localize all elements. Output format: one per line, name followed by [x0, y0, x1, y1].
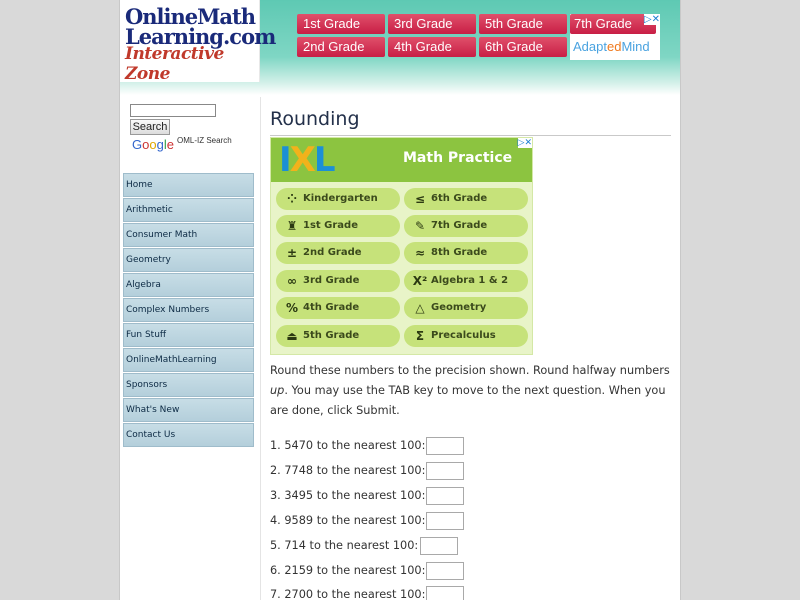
instructions-emphasis: up — [270, 384, 285, 397]
instructions-text — [270, 361, 675, 421]
infinity-icon: ∞ — [287, 274, 297, 288]
ixl-item-label: 2nd Grade — [303, 247, 362, 258]
dots-icon: ⁘ — [286, 192, 298, 206]
grade-4-button[interactable]: 4th Grade — [388, 37, 476, 57]
sidebar-item-consumer-math[interactable]: Consumer Math — [123, 223, 254, 247]
adaptedmind-logo-part-2: ed — [606, 39, 622, 54]
question-text: 6. 2159 to the nearest 100: — [270, 564, 426, 577]
ixl-logo-letter-1: I — [279, 140, 290, 180]
title-divider — [270, 135, 671, 136]
sigma-icon: Σ — [415, 329, 425, 343]
grade-5-button[interactable]: 5th Grade — [479, 14, 567, 34]
google-logo-letter-1: G — [132, 137, 143, 152]
approx-icon: ≈ — [414, 246, 426, 260]
adaptedmind-logo[interactable] — [573, 39, 650, 54]
cup-icon: ♜ — [286, 219, 298, 233]
google-logo-letter-4: g — [156, 137, 164, 152]
ixl-logo[interactable] — [279, 141, 334, 179]
grade-6-button[interactable]: 6th Grade — [479, 37, 567, 57]
sidebar-item-fun-stuff[interactable]: Fun Stuff — [123, 323, 254, 347]
ixl-item-label: Kindergarten — [303, 193, 378, 204]
ixl-item-label: Precalculus — [431, 330, 496, 341]
question-text: 4. 9589 to the nearest 100: — [270, 514, 426, 527]
instructions-part-1: Round these numbers to the precision shown. Round halfway numbers — [270, 364, 670, 377]
answer-input[interactable] — [426, 437, 464, 455]
sidebar-item-contact-us[interactable]: Contact Us — [123, 423, 254, 447]
ixl-item-geometry[interactable] — [404, 297, 528, 319]
column-divider — [260, 97, 261, 600]
sidebar-item-geometry[interactable]: Geometry — [123, 248, 254, 272]
ixl-ad[interactable] — [270, 137, 533, 355]
ixl-item-label: 8th Grade — [431, 247, 488, 258]
question-text: 5. 714 to the nearest 100: — [270, 539, 419, 552]
logo-line-1: OnlineMath — [125, 4, 255, 29]
sidebar-item-onlinemathlearning[interactable]: OnlineMathLearning — [123, 348, 254, 372]
google-logo-letter-5: l — [163, 137, 167, 152]
sidebar-item-complex-numbers[interactable]: Complex Numbers — [123, 298, 254, 322]
triangle-icon: △ — [415, 301, 425, 315]
ixl-ad-header — [271, 138, 532, 182]
answer-input[interactable] — [426, 562, 464, 580]
ixl-item-5th-grade[interactable] — [276, 325, 400, 347]
ad-close-icon[interactable]: ▷✕ — [643, 14, 660, 25]
ixl-ad-close-icon[interactable]: ▷✕ — [517, 138, 532, 148]
site-logo[interactable] — [120, 0, 276, 84]
ixl-item-label: 6th Grade — [431, 193, 488, 204]
ixl-item-8th-grade[interactable] — [404, 242, 528, 264]
plus-minus-icon: ± — [286, 246, 298, 260]
ixl-item-label: 4th Grade — [303, 302, 360, 313]
ixl-item-label: 7th Grade — [431, 220, 488, 231]
ixl-item-label: 5th Grade — [303, 330, 360, 341]
answer-input[interactable] — [426, 462, 464, 480]
sidebar-item-whats-new[interactable]: What's New — [123, 398, 254, 422]
google-logo-letter-6: e — [166, 137, 174, 152]
ixl-item-kindergarten[interactable] — [276, 188, 400, 210]
question-text: 3. 3495 to the nearest 100: — [270, 489, 426, 502]
logo-line-3: Interactive Zone — [125, 44, 224, 84]
x-squared-icon: X² — [412, 274, 428, 288]
question-text: 2. 7748 to the nearest 100: — [270, 464, 426, 477]
answer-input[interactable] — [420, 537, 458, 555]
ixl-item-6th-grade[interactable] — [404, 188, 528, 210]
sidebar-item-sponsors[interactable]: Sponsors — [123, 373, 254, 397]
ixl-item-4th-grade[interactable] — [276, 297, 400, 319]
ixl-item-3rd-grade[interactable] — [276, 270, 400, 292]
sidebar-item-algebra[interactable]: Algebra — [123, 273, 254, 297]
question-text: 1. 5470 to the nearest 100: — [270, 439, 426, 452]
ixl-logo-letter-2: X — [289, 140, 314, 180]
ixl-item-precalculus[interactable] — [404, 325, 528, 347]
pencil-icon: ✎ — [414, 219, 426, 233]
ixl-item-label: Geometry — [431, 302, 487, 313]
site-header — [120, 0, 680, 95]
ixl-logo-letter-3: L — [313, 140, 334, 180]
answer-input[interactable] — [426, 512, 464, 530]
grade-2-button[interactable]: 2nd Grade — [297, 37, 385, 57]
apple-icon: ⏏ — [286, 329, 298, 343]
ixl-tagline: Math Practice — [403, 150, 513, 166]
adaptedmind-logo-part-3: Mind — [621, 39, 650, 54]
ixl-item-7th-grade[interactable] — [404, 215, 528, 237]
instructions-part-2: . You may use the TAB key to move to the next question. When you are done, click Submit. — [270, 384, 666, 417]
grade-1-button[interactable]: 1st Grade — [297, 14, 385, 34]
adaptedmind-ad[interactable] — [570, 14, 660, 60]
ixl-item-label: 1st Grade — [303, 220, 358, 231]
question-text: 7. 2700 to the nearest 100: — [270, 588, 426, 600]
google-logo — [132, 137, 174, 152]
sidebar-item-home[interactable]: Home — [123, 173, 254, 197]
ixl-item-label: 3rd Grade — [303, 275, 360, 286]
search-button[interactable]: Search — [130, 119, 170, 135]
sidebar-item-arithmetic[interactable]: Arithmetic — [123, 198, 254, 222]
search-scope-label: OML-IZ Search — [177, 136, 232, 145]
less-equal-icon: ≤ — [414, 192, 426, 206]
grade-3-button[interactable]: 3rd Grade — [388, 14, 476, 34]
grade-7-button[interactable]: 7th Grade — [570, 14, 656, 34]
ixl-item-1st-grade[interactable] — [276, 215, 400, 237]
adaptedmind-logo-part-1: Adapt — [573, 39, 607, 54]
google-logo-letter-3: o — [149, 137, 157, 152]
answer-input[interactable] — [426, 586, 464, 600]
ixl-item-label: Algebra 1 & 2 — [431, 275, 509, 286]
sidebar-nav — [123, 173, 254, 448]
google-logo-letter-2: o — [142, 137, 150, 152]
page-title: Rounding — [270, 108, 360, 130]
page-container — [119, 0, 681, 600]
ixl-item-2nd-grade[interactable] — [276, 242, 400, 264]
logo-line-2: Learning.com — [125, 24, 276, 49]
search-input[interactable] — [130, 104, 216, 117]
ixl-item-algebra[interactable] — [404, 270, 528, 292]
answer-input[interactable] — [426, 487, 464, 505]
percent-icon: % — [285, 301, 299, 315]
